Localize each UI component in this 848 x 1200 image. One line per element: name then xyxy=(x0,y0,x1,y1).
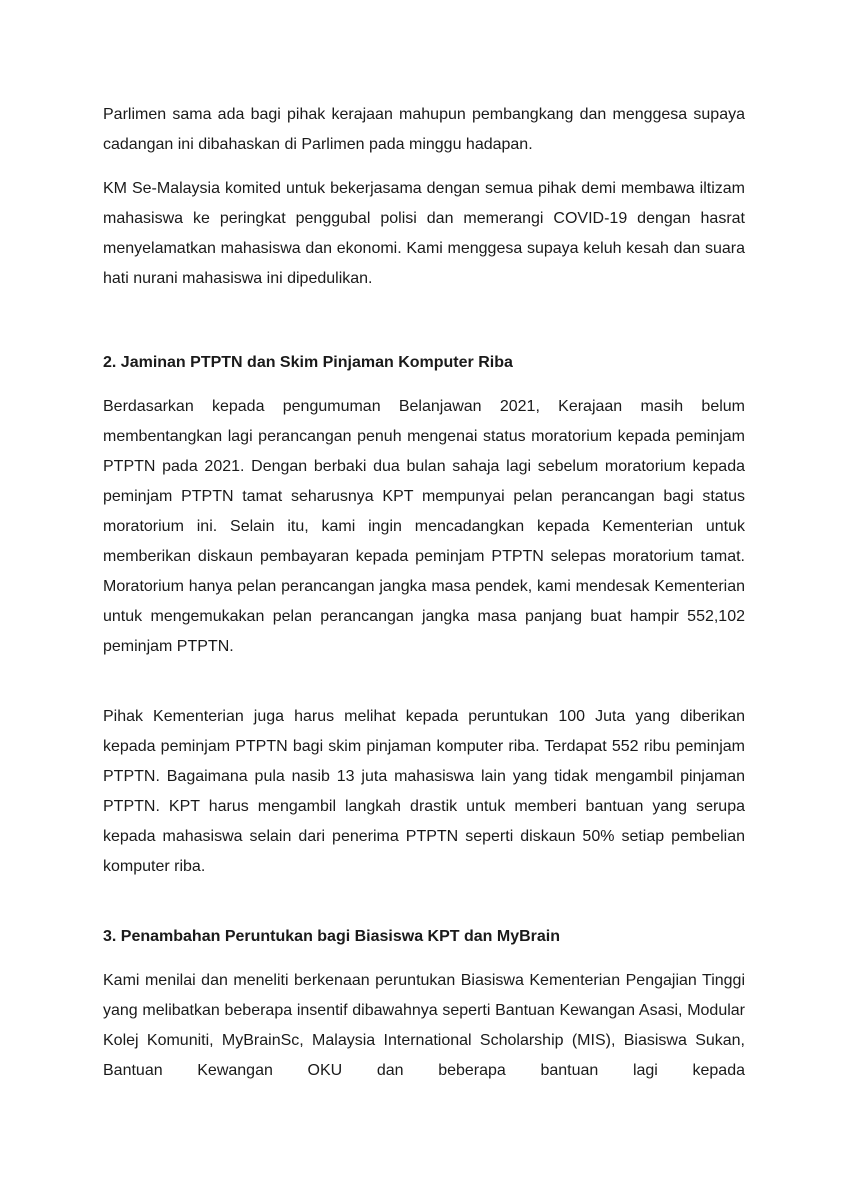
section-3-heading: 3. Penambahan Peruntukan bagi Biasiswa KPT dan MyBrain xyxy=(103,928,561,945)
section-3-paragraph-1: Kami menilai dan meneliti berkenaan peruntukan Biasiswa Kementerian Pengajian Tinggi yang melibatkan beberapa insentif dibawahnya seperti Bantuan Kewangan Asasi, Modular Kolej Komuniti, MyBrainSc, Malaysia International Scholarship (MIS), Biasiswa Sukan, Bantuan Kewangan OKU dan beberapa bantuan lagi kepada xyxy=(103,972,745,1079)
section-2-paragraph-1: Berdasarkan kepada pengumuman Belanjawan 2021, Kerajaan masih belum membentangkan lagi perancangan penuh mengenai status moratorium kepada peminjam PTPTN pada 2021. Dengan berbaki dua bulan sahaja lagi sebelum moratorium kepada peminjam PTPTN tamat seharusnya KPT mempunyai pelan perancangan bagi status moratorium ini. Selain itu, kami ingin mencadangkan kepada Kementerian untuk memberikan diskaun pembayaran kepada peminjam PTPTN selepas moratorium tamat. Moratorium hanya pelan perancangan jangka masa pendek, kami mendesak Kementerian untuk mengemukakan pelan perancangan jangka masa panjang buat hampir 552,102 peminjam PTPTN. xyxy=(103,398,745,655)
section-2-paragraph-2: Pihak Kementerian juga harus melihat kepada peruntukan 100 Juta yang diberikan kepada peminjam PTPTN bagi skim pinjaman komputer riba. Terdapat 552 ribu peminjam PTPTN. Bagaimana pula nasib 13 juta mahasiswa lain yang tidak mengambil pinjaman PTPTN. KPT harus mengambil langkah drastik untuk memberi bantuan yang serupa kepada mahasiswa selain dari penerima PTPTN seperti diskaun 50% setiap pembelian komputer riba. xyxy=(103,708,745,875)
document-page xyxy=(103,100,745,1086)
intro-paragraph-2: KM Se-Malaysia komited untuk bekerjasama dengan semua pihak demi membawa iltizam mahasiswa ke peringkat penggubal polisi dan memerangi COVID-19 dengan hasrat menyelamatkan mahasiswa dan ekonomi. Kami menggesa supaya keluh kesah dan suara hati nurani mahasiswa ini dipedulikan. xyxy=(103,180,745,287)
intro-paragraph-1: Parlimen sama ada bagi pihak kerajaan mahupun pembangkang dan menggesa supaya cadangan ini dibahaskan di Parlimen pada minggu hadapan. xyxy=(103,106,745,153)
section-2-heading: 2. Jaminan PTPTN dan Skim Pinjaman Komputer Riba xyxy=(103,354,513,371)
